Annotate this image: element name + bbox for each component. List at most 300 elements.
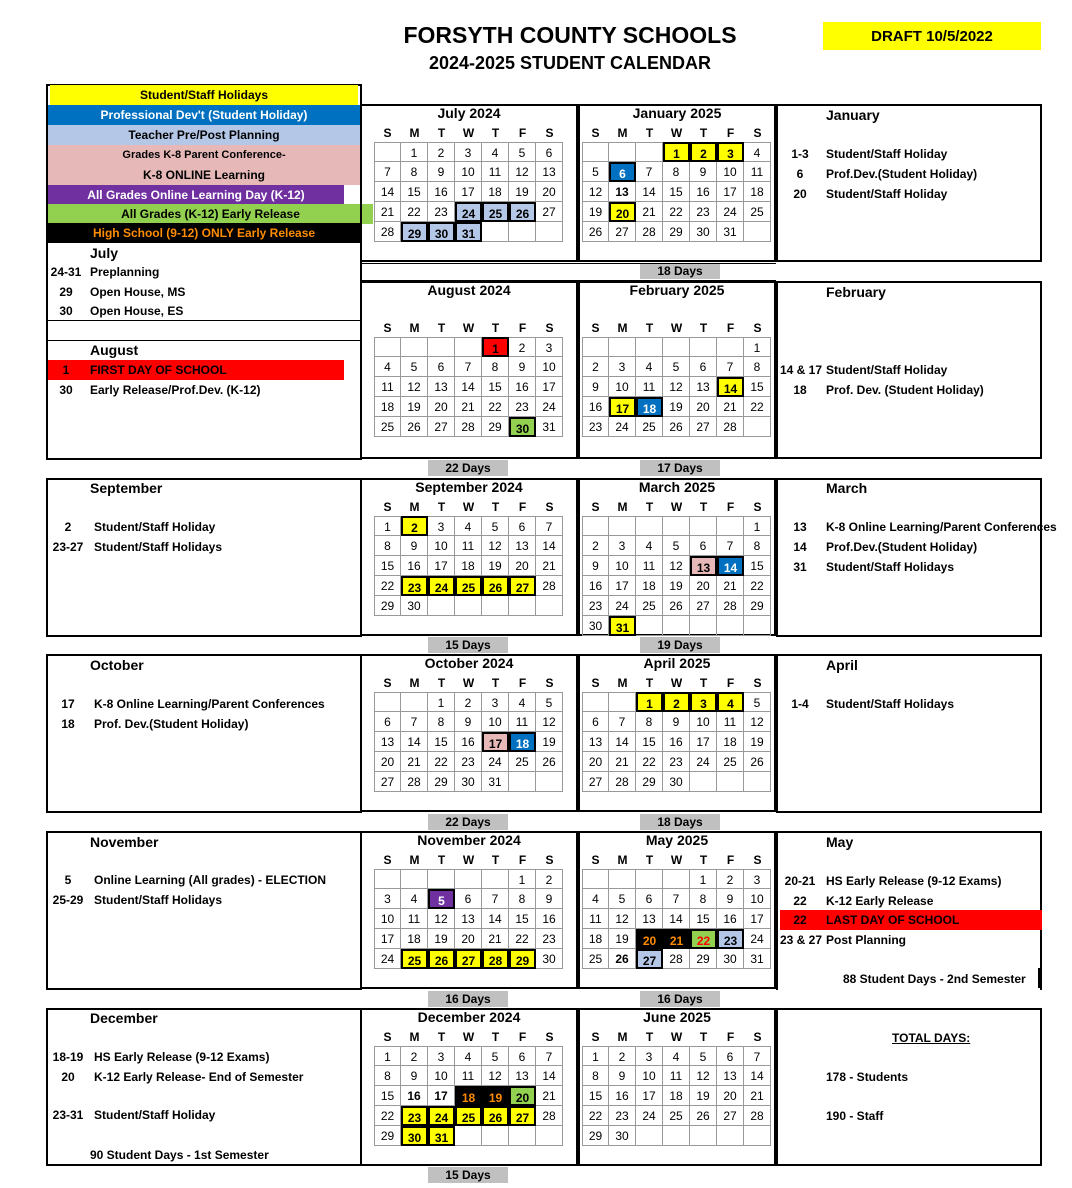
event-date: 6 bbox=[796, 167, 804, 181]
event-text: HS Early Release (9-12 Exams) bbox=[94, 1050, 270, 1064]
calendar-day: 8 bbox=[374, 1066, 401, 1086]
calendar-day: 21 bbox=[455, 397, 482, 417]
calendar-empty-cell bbox=[582, 337, 609, 357]
calendar-day: 10 bbox=[690, 712, 717, 732]
calendar-day: 24 bbox=[609, 417, 636, 437]
event-item bbox=[780, 557, 954, 577]
event-item bbox=[48, 1047, 269, 1067]
calendar-empty-cell bbox=[455, 337, 482, 357]
weekday-header: W bbox=[670, 853, 683, 867]
weekday-header: S bbox=[545, 1030, 554, 1044]
calendar-day: 22 bbox=[744, 397, 771, 417]
weekday-header: S bbox=[753, 321, 762, 335]
calendar-day: 17 bbox=[482, 732, 509, 752]
calendar-day: 16 bbox=[582, 397, 609, 417]
calendar-day: 20 bbox=[536, 182, 563, 202]
calendar-day: 3 bbox=[609, 536, 636, 556]
calendar-day: 29 bbox=[744, 596, 771, 616]
event-date: 20 bbox=[61, 1070, 75, 1084]
left-panel-sep bbox=[46, 478, 362, 637]
calendar-empty-cell bbox=[609, 142, 636, 162]
calendar-day: 8 bbox=[744, 536, 771, 556]
calendar-day: 27 bbox=[455, 949, 482, 969]
calendar-day: 4 bbox=[744, 142, 771, 162]
calendar-day: 2 bbox=[401, 516, 428, 536]
calendar-day: 26 bbox=[401, 417, 428, 437]
weekday-header: S bbox=[591, 676, 600, 690]
calendar-day: 14 bbox=[744, 1066, 771, 1086]
event-month-title: November bbox=[90, 834, 159, 850]
calendar-empty-cell bbox=[536, 596, 563, 616]
weekday-header: F bbox=[518, 1030, 527, 1044]
calendar-day: 17 bbox=[690, 732, 717, 752]
calendar-day: 20 bbox=[455, 929, 482, 949]
event-date: 2 bbox=[64, 520, 72, 534]
event-item bbox=[780, 537, 977, 557]
calendar-day: 13 bbox=[374, 732, 401, 752]
event-item bbox=[780, 164, 977, 184]
calendar-empty-cell bbox=[482, 596, 509, 616]
calendar-day: 12 bbox=[401, 377, 428, 397]
calendar-day: 25 bbox=[482, 202, 509, 222]
calendar-day: 21 bbox=[636, 202, 663, 222]
calendar-day: 29 bbox=[690, 949, 717, 969]
semester-2-footer: 88 Student Days - 2nd Semester bbox=[843, 972, 1026, 986]
event-text: Student/Staff Holidays bbox=[94, 540, 223, 554]
calendar-empty-cell bbox=[636, 1126, 663, 1146]
calendar-day: 27 bbox=[690, 417, 717, 437]
calendar-day: 18 bbox=[482, 182, 509, 202]
calendar-day: 7 bbox=[744, 1046, 771, 1066]
calendar-day: 10 bbox=[455, 162, 482, 182]
calendar-day: 15 bbox=[374, 556, 401, 576]
calendar-day: 8 bbox=[744, 357, 771, 377]
calendar-day: 7 bbox=[717, 536, 744, 556]
calendar-day: 17 bbox=[609, 576, 636, 596]
event-item bbox=[48, 517, 215, 537]
event-text: K-8 Online Learning/Parent Conferences bbox=[826, 520, 1057, 534]
calendar-day: 24 bbox=[690, 752, 717, 772]
calendar-day: 11 bbox=[582, 909, 609, 929]
calendar-day: 18 bbox=[401, 929, 428, 949]
calendar-day: 15 bbox=[428, 732, 455, 752]
weekday-header: W bbox=[670, 321, 683, 335]
calendar-day: 20 bbox=[717, 1086, 744, 1106]
weekday-header: T bbox=[699, 676, 708, 690]
calendar-day: 6 bbox=[374, 712, 401, 732]
calendar-day: 9 bbox=[536, 889, 563, 909]
weekday-header: S bbox=[753, 853, 762, 867]
calendar-day: 3 bbox=[428, 1046, 455, 1066]
calendar-day: 24 bbox=[744, 929, 771, 949]
calendar-day: 30 bbox=[690, 222, 717, 242]
calendar-day: 3 bbox=[428, 516, 455, 536]
calendar-day: 19 bbox=[663, 576, 690, 596]
calendar-day: 25 bbox=[636, 596, 663, 616]
calendar-day: 1 bbox=[374, 1046, 401, 1066]
calendar-day: 30 bbox=[428, 222, 455, 242]
weekday-header: M bbox=[409, 500, 420, 514]
calendar-day: 25 bbox=[455, 576, 482, 596]
weekday-header: F bbox=[726, 853, 735, 867]
event-item bbox=[780, 360, 947, 380]
calendar-day: 8 bbox=[663, 162, 690, 182]
event-text: Open House, ES bbox=[90, 304, 184, 318]
calendar-day: 28 bbox=[455, 417, 482, 437]
weekday-header: T bbox=[645, 1030, 654, 1044]
calendar-day: 6 bbox=[690, 536, 717, 556]
calendar-day: 4 bbox=[717, 692, 744, 712]
weekday-header: T bbox=[645, 853, 654, 867]
legend-item: High School (9-12) ONLY Early Release bbox=[48, 223, 360, 243]
calendar-day: 4 bbox=[455, 516, 482, 536]
calendar-day: 25 bbox=[744, 202, 771, 222]
day-count-label: 18 Days bbox=[640, 263, 720, 279]
calendar-day: 14 bbox=[536, 536, 563, 556]
calendar-day: 5 bbox=[482, 516, 509, 536]
calendar-day: 18 bbox=[636, 576, 663, 596]
calendar-day: 9 bbox=[401, 1066, 428, 1086]
month-title: October 2024 bbox=[424, 655, 514, 671]
calendar-empty-cell bbox=[636, 616, 663, 636]
calendar-day: 14 bbox=[455, 377, 482, 397]
event-month-title: January bbox=[826, 107, 880, 123]
calendar-day: 14 bbox=[717, 377, 744, 397]
calendar-empty-cell bbox=[509, 1126, 536, 1146]
event-text: K-12 Early Release- End of Semester bbox=[94, 1070, 304, 1084]
calendar-day: 23 bbox=[509, 397, 536, 417]
calendar-day: 16 bbox=[509, 377, 536, 397]
weekday-header: F bbox=[726, 1030, 735, 1044]
calendar-day: 19 bbox=[690, 1086, 717, 1106]
calendar-day: 28 bbox=[401, 772, 428, 792]
calendar-day: 8 bbox=[482, 357, 509, 377]
calendar-day: 27 bbox=[609, 222, 636, 242]
calendar-day: 3 bbox=[609, 357, 636, 377]
calendar-empty-cell bbox=[717, 772, 744, 792]
calendar-day: 4 bbox=[663, 1046, 690, 1066]
calendar-empty-cell bbox=[663, 1126, 690, 1146]
weekday-header: S bbox=[591, 321, 600, 335]
calendar-day: 6 bbox=[455, 889, 482, 909]
month-title: July 2024 bbox=[437, 105, 501, 121]
event-text: Post Planning bbox=[826, 932, 907, 947]
calendar-day: 15 bbox=[744, 556, 771, 576]
weekday-header: F bbox=[518, 126, 527, 140]
calendar-day: 28 bbox=[744, 1106, 771, 1126]
calendar-day: 20 bbox=[509, 1086, 536, 1106]
weekday-header: T bbox=[491, 500, 500, 514]
calendar-day: 14 bbox=[482, 909, 509, 929]
calendar-day: 29 bbox=[428, 772, 455, 792]
weekday-header: T bbox=[437, 853, 446, 867]
calendar-empty-cell bbox=[609, 692, 636, 712]
calendar-day: 8 bbox=[401, 162, 428, 182]
weekday-header: M bbox=[617, 321, 628, 335]
calendar-day: 22 bbox=[401, 202, 428, 222]
calendar-empty-cell bbox=[609, 516, 636, 536]
calendar-day: 1 bbox=[401, 142, 428, 162]
calendar-day: 4 bbox=[636, 357, 663, 377]
calendar-day: 29 bbox=[663, 222, 690, 242]
calendar-day: 28 bbox=[482, 949, 509, 969]
calendar-day: 13 bbox=[690, 556, 717, 576]
calendar-day: 30 bbox=[401, 596, 428, 616]
calendar-day: 6 bbox=[690, 357, 717, 377]
calendar-day: 9 bbox=[582, 377, 609, 397]
calendar-day: 6 bbox=[717, 1046, 744, 1066]
calendar-day: 7 bbox=[374, 162, 401, 182]
calendar-day: 16 bbox=[428, 182, 455, 202]
event-date: 18 bbox=[61, 717, 75, 731]
event-date: 24-31 bbox=[50, 265, 82, 279]
calendar-empty-cell bbox=[717, 1126, 744, 1146]
calendar-empty-cell bbox=[690, 772, 717, 792]
calendar-day: 16 bbox=[690, 182, 717, 202]
weekday-header: S bbox=[545, 853, 554, 867]
calendar-day: 14 bbox=[717, 556, 744, 576]
weekday-header: W bbox=[462, 321, 475, 335]
weekday-header: T bbox=[645, 126, 654, 140]
calendar-day: 16 bbox=[536, 909, 563, 929]
weekday-header: S bbox=[383, 1030, 392, 1044]
event-text: Student/Staff Holiday bbox=[826, 363, 948, 377]
calendar-day: 13 bbox=[536, 162, 563, 182]
calendar-day: 28 bbox=[536, 576, 563, 596]
calendar-empty-cell bbox=[609, 869, 636, 889]
weekday-header: T bbox=[437, 500, 446, 514]
calendar-day: 2 bbox=[536, 869, 563, 889]
event-date: 29 bbox=[59, 284, 73, 299]
weekday-header: M bbox=[617, 500, 628, 514]
weekday-header: F bbox=[726, 126, 735, 140]
calendar-empty-cell bbox=[374, 869, 401, 889]
weekday-header: S bbox=[591, 500, 600, 514]
calendar-day: 22 bbox=[690, 929, 717, 949]
calendar-day: 23 bbox=[582, 417, 609, 437]
calendar-day: 13 bbox=[509, 1066, 536, 1086]
calendar-day: 21 bbox=[744, 1086, 771, 1106]
calendar-day: 12 bbox=[690, 1066, 717, 1086]
event-item bbox=[780, 184, 947, 204]
event-text: Student/Staff Holidays bbox=[826, 560, 955, 574]
calendar-day: 22 bbox=[582, 1106, 609, 1126]
aug-divider bbox=[46, 340, 362, 341]
event-date: 22 bbox=[793, 913, 807, 927]
calendar-day: 15 bbox=[509, 909, 536, 929]
calendar-day: 14 bbox=[663, 909, 690, 929]
weekday-header: W bbox=[670, 500, 683, 514]
calendar-day: 29 bbox=[374, 596, 401, 616]
event-item bbox=[48, 1105, 215, 1125]
calendar-day: 26 bbox=[428, 949, 455, 969]
calendar-day: 21 bbox=[717, 397, 744, 417]
calendar-day: 24 bbox=[536, 397, 563, 417]
calendar-day: 7 bbox=[536, 1046, 563, 1066]
calendar-day: 7 bbox=[717, 357, 744, 377]
event-month-title: August bbox=[90, 342, 139, 358]
calendar-day: 6 bbox=[536, 142, 563, 162]
calendar-day: 25 bbox=[509, 752, 536, 772]
calendar-day: 27 bbox=[536, 202, 563, 222]
calendar-day: 18 bbox=[636, 397, 663, 417]
calendar-day: 16 bbox=[455, 732, 482, 752]
calendar-day: 31 bbox=[717, 222, 744, 242]
calendar-day: 5 bbox=[482, 1046, 509, 1066]
left-panel-dec bbox=[46, 1008, 362, 1166]
weekday-header: M bbox=[409, 853, 420, 867]
calendar-day: 26 bbox=[509, 202, 536, 222]
calendar-day: 2 bbox=[717, 869, 744, 889]
weekday-header: T bbox=[491, 1030, 500, 1044]
calendar-empty-cell bbox=[744, 222, 771, 242]
calendar-day: 4 bbox=[482, 142, 509, 162]
calendar-day: 9 bbox=[663, 712, 690, 732]
event-date: 5 bbox=[64, 873, 72, 887]
weekday-header: S bbox=[753, 676, 762, 690]
event-month-title: October bbox=[90, 657, 144, 673]
calendar-day: 17 bbox=[717, 182, 744, 202]
event-text: LAST DAY OF SCHOOL bbox=[826, 913, 960, 927]
calendar-day: 23 bbox=[663, 752, 690, 772]
calendar-day: 20 bbox=[374, 752, 401, 772]
weekday-header: F bbox=[518, 853, 527, 867]
calendar-empty-cell bbox=[690, 337, 717, 357]
calendar-day: 11 bbox=[482, 162, 509, 182]
month-title: June 2025 bbox=[643, 1009, 711, 1025]
calendar-day: 23 bbox=[609, 1106, 636, 1126]
weekday-header: T bbox=[645, 676, 654, 690]
legend-item: Professional Dev't (Student Holiday) bbox=[48, 105, 360, 125]
calendar-day: 25 bbox=[717, 752, 744, 772]
calendar-day: 9 bbox=[455, 712, 482, 732]
legend-item: K-8 ONLINE Learning bbox=[48, 165, 360, 185]
weekday-header: T bbox=[699, 1030, 708, 1044]
weekday-header: F bbox=[726, 676, 735, 690]
calendar-day: 10 bbox=[428, 536, 455, 556]
day-count-label: 16 Days bbox=[428, 991, 508, 1007]
calendar-day: 17 bbox=[744, 909, 771, 929]
event-date: 18-19 bbox=[52, 1050, 84, 1064]
calendar-day: 31 bbox=[536, 417, 563, 437]
event-date: 18 bbox=[793, 383, 807, 397]
calendar-day: 22 bbox=[509, 929, 536, 949]
spacer-bar bbox=[360, 263, 776, 281]
calendar-day: 11 bbox=[401, 909, 428, 929]
weekday-header: T bbox=[699, 853, 708, 867]
calendar-empty-cell bbox=[509, 222, 536, 242]
calendar-day: 28 bbox=[717, 417, 744, 437]
calendar-day: 26 bbox=[536, 752, 563, 772]
calendar-day: 25 bbox=[636, 417, 663, 437]
calendar-day: 30 bbox=[717, 949, 744, 969]
calendar-day: 21 bbox=[536, 556, 563, 576]
calendar-empty-cell bbox=[455, 869, 482, 889]
calendar-day: 21 bbox=[609, 752, 636, 772]
calendar-day: 8 bbox=[374, 536, 401, 556]
calendar-day: 21 bbox=[663, 929, 690, 949]
month-title: September 2024 bbox=[415, 479, 523, 495]
calendar-day: 27 bbox=[690, 596, 717, 616]
calendar-day: 18 bbox=[744, 182, 771, 202]
calendar-day: 9 bbox=[428, 162, 455, 182]
calendar-day: 10 bbox=[744, 889, 771, 909]
calendar-day: 8 bbox=[582, 1066, 609, 1086]
calendar-day: 27 bbox=[717, 1106, 744, 1126]
calendar-day: 22 bbox=[636, 752, 663, 772]
calendar-day: 3 bbox=[717, 142, 744, 162]
event-item bbox=[780, 871, 1001, 891]
calendar-empty-cell bbox=[744, 1126, 771, 1146]
calendar-day: 24 bbox=[717, 202, 744, 222]
calendar-day: 17 bbox=[455, 182, 482, 202]
calendar-empty-cell bbox=[455, 596, 482, 616]
calendar-day: 28 bbox=[636, 222, 663, 242]
calendar-empty-cell bbox=[717, 616, 744, 636]
weekday-header: T bbox=[491, 126, 500, 140]
event-month-title: September bbox=[90, 480, 163, 496]
event-date: 13 bbox=[793, 520, 807, 534]
calendar-empty-cell bbox=[482, 222, 509, 242]
calendar-empty-cell bbox=[636, 869, 663, 889]
weekday-header: M bbox=[617, 1030, 628, 1044]
calendar-empty-cell bbox=[455, 1126, 482, 1146]
calendar-day: 22 bbox=[374, 576, 401, 596]
calendar-day: 1 bbox=[582, 1046, 609, 1066]
calendar-day: 30 bbox=[582, 616, 609, 636]
calendar-empty-cell bbox=[636, 337, 663, 357]
calendar-day: 11 bbox=[509, 712, 536, 732]
event-month-title: April bbox=[826, 657, 858, 673]
calendar-day: 5 bbox=[582, 162, 609, 182]
calendar-empty-cell bbox=[428, 869, 455, 889]
calendar-day: 13 bbox=[690, 377, 717, 397]
calendar-day: 16 bbox=[717, 909, 744, 929]
calendar-day: 17 bbox=[428, 556, 455, 576]
event-item bbox=[48, 262, 159, 282]
calendar-day: 4 bbox=[455, 1046, 482, 1066]
calendar-empty-cell bbox=[717, 516, 744, 536]
weekday-header: S bbox=[545, 126, 554, 140]
calendar-day: 9 bbox=[509, 357, 536, 377]
calendar-day: 14 bbox=[536, 1066, 563, 1086]
month-title: March 2025 bbox=[638, 479, 716, 495]
calendar-day: 11 bbox=[663, 1066, 690, 1086]
calendar-empty-cell bbox=[690, 516, 717, 536]
weekday-header: W bbox=[462, 126, 475, 140]
calendar-empty-cell bbox=[536, 772, 563, 792]
calendar-day: 11 bbox=[717, 712, 744, 732]
weekday-header: S bbox=[753, 1030, 762, 1044]
day-count-label: 15 Days bbox=[428, 1167, 508, 1183]
month-title: November 2024 bbox=[417, 832, 521, 848]
calendar-day: 23 bbox=[401, 1106, 428, 1126]
weekday-header: S bbox=[383, 321, 392, 335]
weekday-header: W bbox=[670, 126, 683, 140]
calendar-day: 3 bbox=[455, 142, 482, 162]
calendar-day: 29 bbox=[509, 949, 536, 969]
event-item bbox=[48, 870, 326, 890]
calendar-day: 19 bbox=[609, 929, 636, 949]
calendar-day: 11 bbox=[374, 377, 401, 397]
calendar-day: 13 bbox=[609, 182, 636, 202]
calendar-day: 21 bbox=[374, 202, 401, 222]
event-month-title: May bbox=[826, 834, 854, 850]
calendar-day: 20 bbox=[428, 397, 455, 417]
event-item bbox=[780, 930, 906, 950]
calendar-day: 20 bbox=[636, 929, 663, 949]
event-item bbox=[780, 910, 959, 930]
